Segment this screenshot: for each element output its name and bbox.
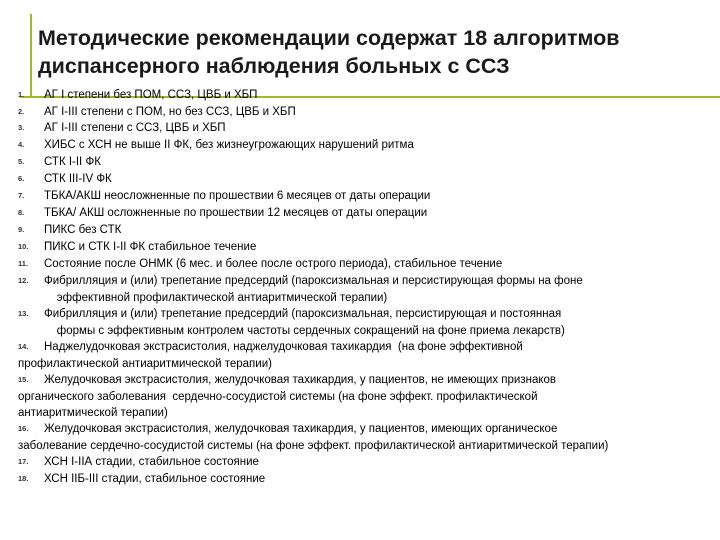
list-item-number: 5.: [18, 157, 25, 166]
list-item-text: органического заболевания сердечно-сосудистой системы (на фоне эффект. профилактической: [18, 390, 538, 403]
list-item-number: 12.: [18, 276, 29, 285]
page-title-line-1: Методические рекомендации содержат 18 алгоритмов: [38, 26, 620, 50]
list-item-text: ТБКА/АКШ неосложненные по прошествии 6 месяцев от даты операции: [44, 190, 431, 202]
list-item-text: ХСН IIБ-III стадии, стабильное состояние: [44, 473, 266, 485]
list-item: [18, 104, 718, 121]
list-item-text: ХИБС с ХСН не выше II ФК, без жизнеугрожающих нарушений ритма: [44, 139, 414, 151]
page-title-line-2: диспансерного наблюдения больных с ССЗ: [38, 54, 510, 78]
list-item-text: антиаритмической терапии): [18, 407, 168, 419]
list-item: [18, 120, 718, 137]
list-item-text: СТК III-IV ФК: [44, 173, 112, 185]
list-item: [18, 306, 718, 339]
list-item-number: 17.: [18, 457, 29, 466]
title-accent-vertical-line: [30, 14, 32, 98]
list-item-number: 15.: [18, 375, 29, 384]
list-item-number: 2.: [18, 106, 25, 116]
list-item: [18, 87, 718, 104]
list-item-text: ПИКС без СТК: [44, 224, 122, 236]
list-item: [18, 256, 718, 273]
list-item-text: заболевание сердечно-сосудистой системы (на фоне эффект. профилактической антиаритмической терапии): [18, 439, 609, 452]
list-item-text: СТК I-II ФК: [44, 156, 101, 168]
list-item-text: Наджелудочковая экстрасистолия, наджелудочковая тахикардия (на фоне эффективной: [44, 341, 523, 353]
list-item-number: 18.: [18, 474, 29, 483]
list-item: [18, 339, 718, 372]
list-item-number: 9.: [18, 225, 25, 234]
list-item-text: Состояние после ОНМК (6 мес. и более после острого периода), стабильное течение: [44, 258, 503, 270]
list-item-number: 1.: [18, 90, 25, 99]
list-item-text: АГ I степени без ПОМ, ССЗ, ЦВБ и ХБП: [44, 89, 258, 101]
list-item-text: ПИКС и СТК I-II ФК стабильное течение: [44, 241, 257, 253]
list-item-text: Желудочковая экстрасистолия, желудочковая тахикардия, у пациентов, не имеющих признаков: [44, 374, 557, 386]
list-item-text: АГ I-III степени с ССЗ, ЦВБ и ХБП: [44, 122, 226, 134]
list-item: [18, 421, 718, 454]
list-item-text: профилактической антиаритмической терапии): [18, 357, 272, 370]
list-item: [18, 239, 718, 256]
list-item-number: 16.: [18, 424, 29, 433]
list-item-text: Фибрилляция и (или) трепетание предсердий (пароксизмальная и персистирующая формы на фоне: [44, 275, 583, 287]
list-item: [18, 188, 718, 205]
list-item: [18, 471, 718, 488]
list-item-number: 3.: [18, 123, 25, 132]
list-item-text: Желудочковая экстрасистолия, желудочковая тахикардия, у пациентов, имеющих органическое: [44, 423, 558, 435]
list-item-number: 4.: [18, 140, 25, 149]
list-item-number: 11.: [18, 259, 29, 268]
list-item: [18, 372, 718, 422]
list-item-text: формы с эффективным контролем частоты сердечных сокращений на фоне приема лекарств): [44, 324, 565, 337]
list-item-number: 7.: [18, 191, 25, 200]
list-item: [18, 171, 718, 188]
list-item-number: 10.: [18, 242, 29, 251]
list-item: [18, 454, 718, 471]
list-item-number: 6.: [18, 174, 25, 183]
list-item: [18, 154, 718, 171]
list-item-text: ХСН I-IIА стадии, стабильное состояние: [44, 456, 259, 468]
list-item-text: АГ I-III степени с ПОМ, но без ССЗ, ЦВБ и ХБП: [44, 105, 296, 118]
list-item: [18, 222, 718, 239]
list-item: [18, 137, 718, 154]
list-item-text: Фибрилляция и (или) трепетание предсердий (пароксизмальная, персистирующая и постоянная: [44, 308, 562, 320]
list-item-number: 14.: [18, 342, 29, 351]
list-item: [18, 205, 718, 222]
list-item-number: 13.: [18, 309, 29, 318]
list-item-number: 8.: [18, 208, 25, 217]
list-item: [18, 273, 718, 306]
list-item-text: эффективной профилактической антиаритмической терапии): [44, 291, 388, 304]
list-item-text: ТБКА/ АКШ осложненные по прошествии 12 месяцев от даты операции: [44, 207, 428, 219]
page-title: [38, 24, 720, 80]
